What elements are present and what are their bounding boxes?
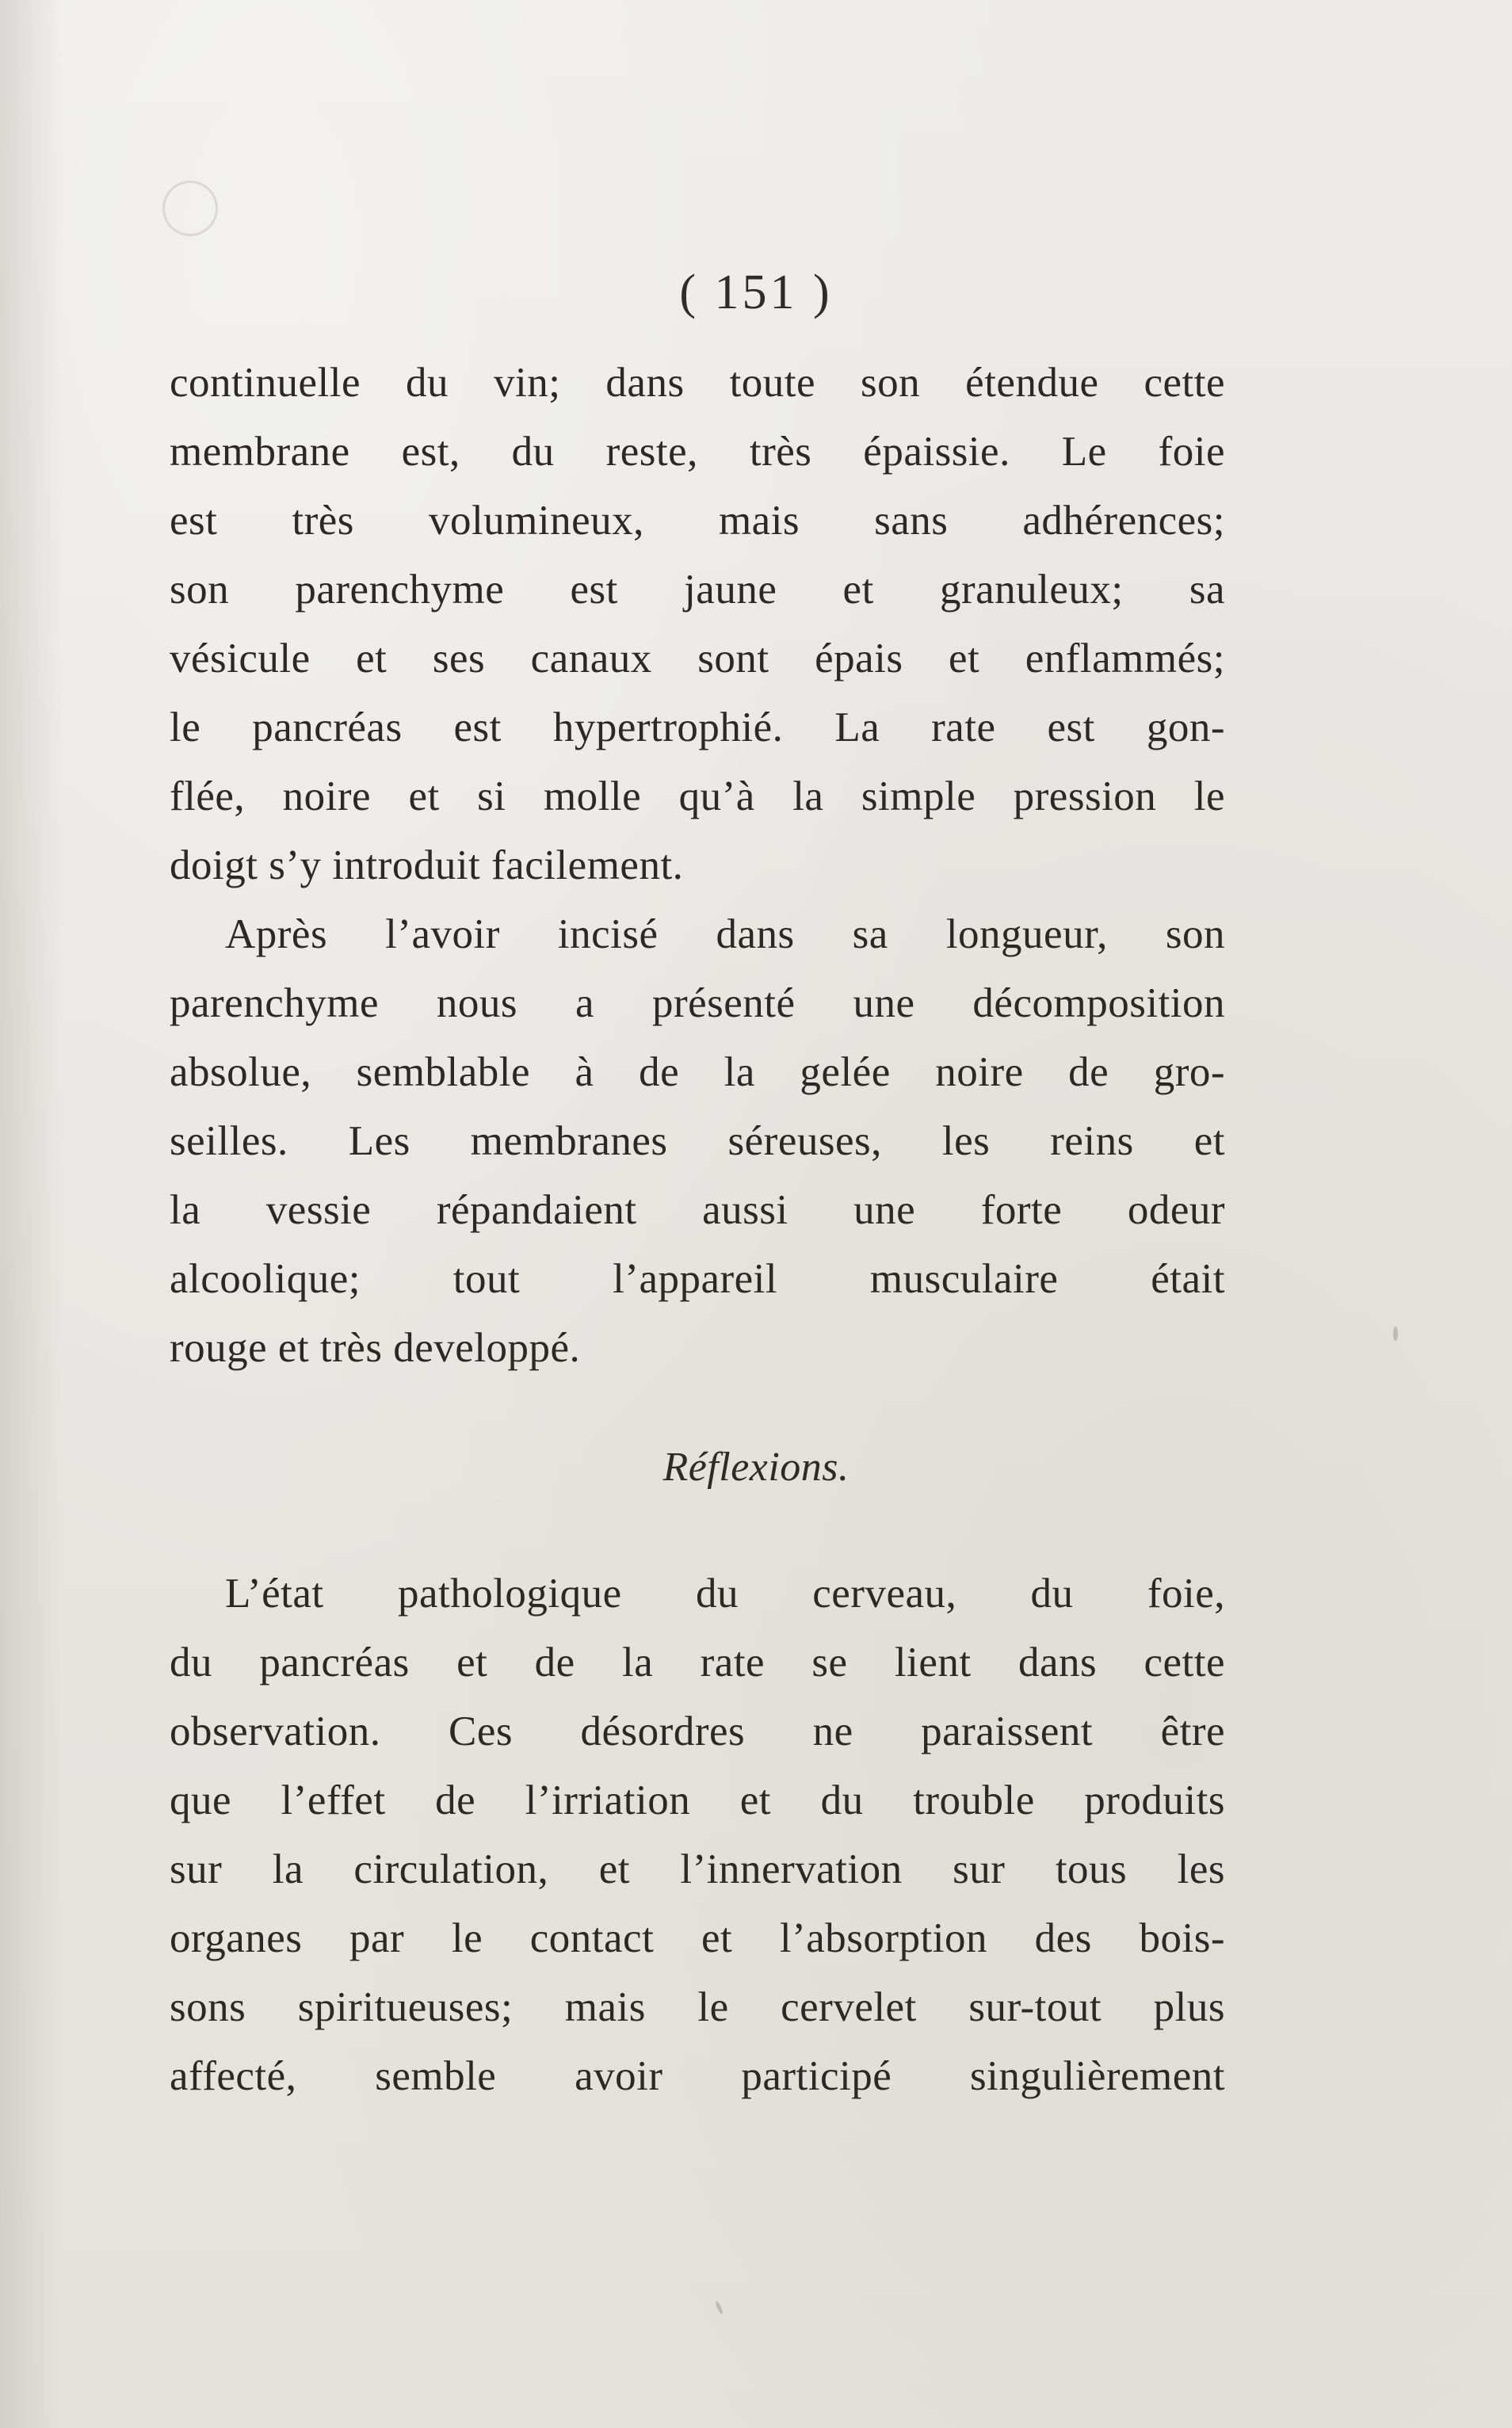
paragraph-2-line-5: la vessie répandaient aussi une forte odeur	[170, 1187, 1225, 1233]
paragraph-2-line-4: seilles. Les membranes séreuses, les reins et	[170, 1118, 1225, 1164]
section-paragraph-line-4: que l’effet de l’irriation et du trouble produits	[170, 1777, 1225, 1823]
ink-speck	[1393, 1327, 1398, 1341]
show-through-faint-text: ‌ ‌ ‌ ‌ ‌ ‌ ‌ ‌ ‌ ‌ ‌ ‌ ‌ ‌ ‌ ‌ ‌ ‌ ‌ ‌ ‌ ‌ ‌ ‌ ‌ ‌ ‌ ‌ ‌ ‌ ‌ ‌ ‌ ‌ ‌ ‌ ‌ ‌ ‌ ‌ ‌ ‌ ‌ ‌ ‌ ‌ ‌ ‌ ‌ ‌	[758, 1359, 1263, 1404]
paragraph-2-line-2: parenchyme nous a présenté une décomposition	[170, 980, 1225, 1026]
section-paragraph-line-1: L’état pathologique du cerveau, du foie,	[225, 1571, 1225, 1617]
paragraph-1-line-2: membrane est, du reste, très épaissie. Le foie	[170, 429, 1225, 475]
paragraph-1-line-1: continuelle du vin; dans toute son étendue cette	[170, 360, 1225, 406]
section-paragraph-line-7: sons spiritueuses; mais le cervelet sur-tout plus	[170, 1984, 1225, 2030]
section-paragraph-line-2: du pancréas et de la rate se lient dans cette	[170, 1640, 1225, 1685]
section-heading: Réflexions.	[662, 1445, 850, 1490]
paragraph-1-line-8: doigt s’y introduit facilement.	[170, 842, 684, 888]
section-paragraph	[170, 1559, 1225, 2111]
section-paragraph-line-5: sur la circulation, et l’innervation sur tous les	[170, 1846, 1225, 1892]
paragraph-1	[170, 349, 1225, 900]
paragraph-1-line-3: est très volumineux, mais sans adhérences;	[170, 498, 1225, 544]
ink-speck	[715, 2300, 724, 2315]
section-paragraph-line-6: organes par le contact et l’absorption des bois-	[170, 1915, 1225, 1961]
paragraph-2-line-7: rouge et très developpé.	[170, 1325, 581, 1371]
paragraph-2-line-1: Après l’avoir incisé dans sa longueur, son	[225, 911, 1225, 957]
faint-library-stamp	[155, 174, 225, 243]
paragraph-1-line-4: son parenchyme est jaune et granuleux; sa	[170, 567, 1225, 613]
section-paragraph-line-8: affecté, semble avoir participé singulièrement	[170, 2053, 1225, 2099]
paragraph-2-line-3: absolue, semblable à de la gelée noire de gro-	[170, 1049, 1225, 1095]
section-paragraph-line-3: observation. Ces désordres ne paraissent être	[170, 1708, 1225, 1754]
paragraph-1-line-6: le pancréas est hypertrophié. La rate est gon-	[170, 704, 1225, 750]
paragraph-1-line-7: flée, noire et si molle qu’à la simple pression le	[170, 773, 1225, 819]
paragraph-2	[170, 900, 1225, 1383]
paragraph-2-line-6: alcoolique; tout l’appareil musculaire était	[170, 1256, 1225, 1302]
paragraph-1-line-5: vésicule et ses canaux sont épais et enflammés;	[170, 636, 1225, 681]
page-number: ( 151 )	[679, 265, 833, 319]
page-edge-shadow	[0, 0, 63, 2428]
